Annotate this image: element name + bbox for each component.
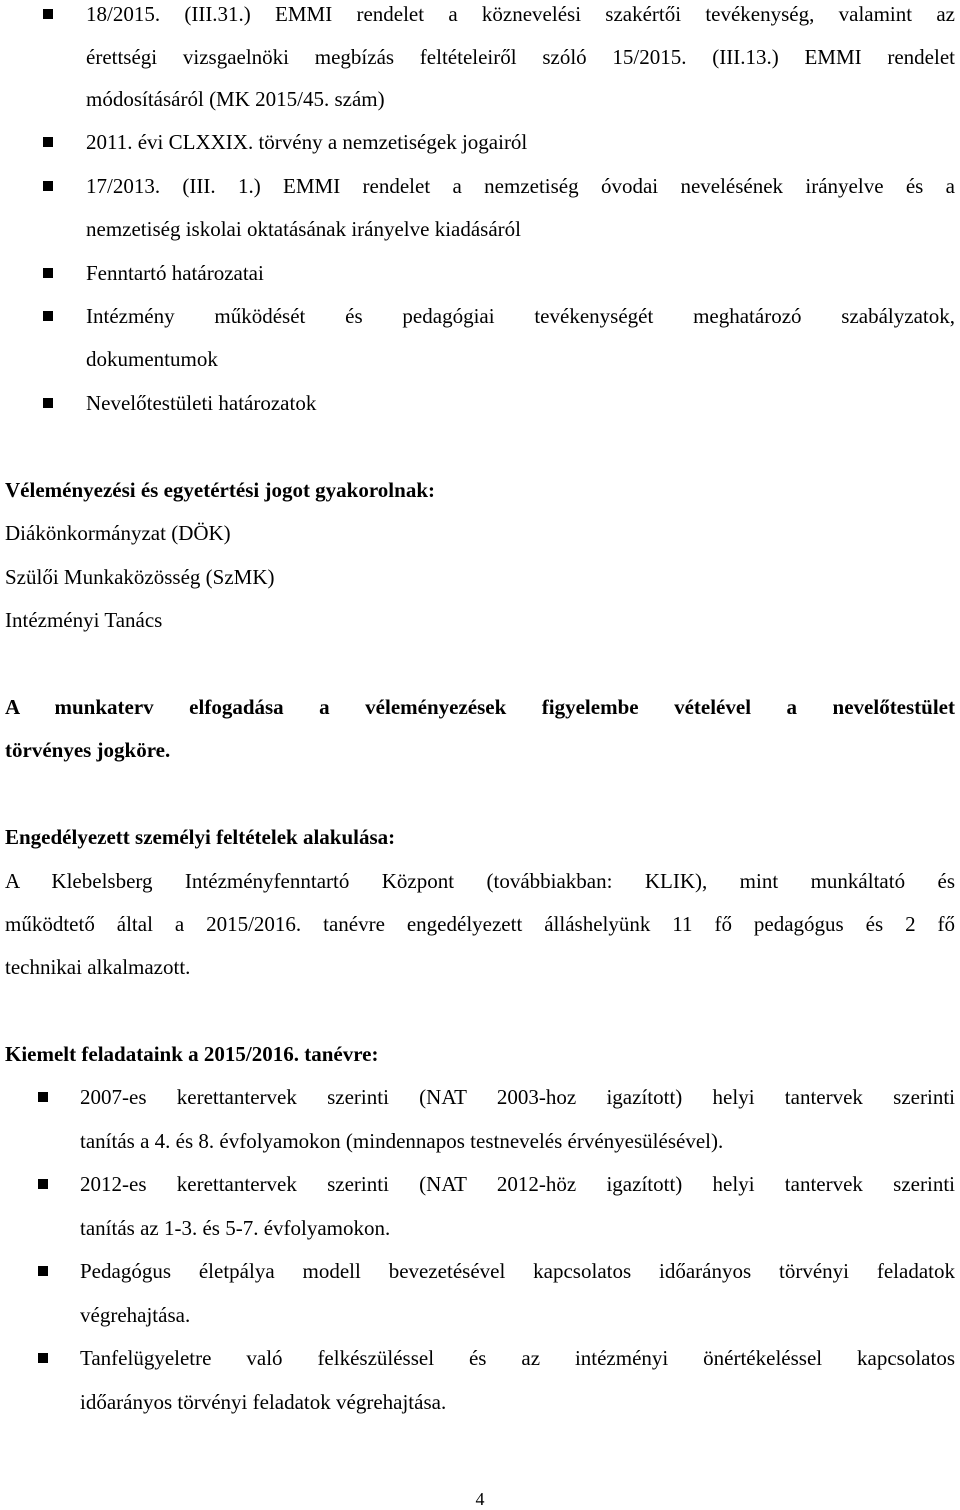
task-item-line: végrehajtása. <box>80 1303 191 1327</box>
square-bullet-icon <box>43 181 53 191</box>
opinion-body-item: Szülői Munkaközösség (SzMK) <box>5 565 275 589</box>
square-bullet-icon <box>38 1266 48 1276</box>
square-bullet-icon <box>38 1179 48 1189</box>
list-item-line: módosításáról (MK 2015/45. szám) <box>86 87 385 111</box>
list-item-line: nemzetiség iskolai oktatásának irányelve kiadásáról <box>86 217 522 241</box>
list-item-line: 18/2015. (III.31.) EMMI rendelet a köznevelési szakértői tevékenység, valamint az <box>86 2 955 26</box>
paragraph-line: technikai alkalmazott. <box>5 955 191 979</box>
list-item-line: 17/2013. (III. 1.) EMMI rendelet a nemzetiség óvodai nevelésének irányelve és a <box>86 174 955 198</box>
statement-line: A munkaterv elfogadása a véleményezések figyelembe vételével a nevelőtestület <box>5 695 955 719</box>
list-item-line: érettségi vizsgaelnöki megbízás feltételeiről szóló 15/2015. (III.13.) EMMI rendelet <box>86 45 955 69</box>
section-heading: Véleményezési és egyetértési jogot gyakorolnak: <box>5 478 435 502</box>
page-number: 4 <box>475 1489 485 1509</box>
statement-line: törvényes jogköre. <box>5 738 171 762</box>
task-item-line: Pedagógus életpálya modell bevezetésével kapcsolatos időarányos törvényi feladatok <box>80 1259 955 1283</box>
section-heading: Kiemelt feladataink a 2015/2016. tanévre: <box>5 1042 379 1066</box>
task-item-line: tanítás a 4. és 8. évfolyamokon (mindennapos testnevelés érvényesülésével). <box>80 1129 724 1153</box>
list-item-line: Fenntartó határozatai <box>86 261 264 285</box>
list-item-line: Nevelőtestületi határozatok <box>86 391 317 415</box>
square-bullet-icon <box>38 1092 48 1102</box>
square-bullet-icon <box>38 1353 48 1363</box>
task-item-line: Tanfelügyeletre való felkészüléssel és az intézményi önértékeléssel kapcsolatos <box>80 1346 955 1370</box>
paragraph-line: A Klebelsberg Intézményfenntartó Központ (továbbiakban: KLIK), mint munkáltató és <box>5 869 955 893</box>
section-heading: Engedélyezett személyi feltételek alakulása: <box>5 825 396 849</box>
square-bullet-icon <box>43 137 53 147</box>
task-item-line: 2007-es kerettantervek szerinti (NAT 2003-hoz igazított) helyi tantervek szerinti <box>80 1085 955 1109</box>
square-bullet-icon <box>43 9 53 19</box>
list-item-line: 2011. évi CLXXIX. törvény a nemzetiségek jogairól <box>86 130 528 154</box>
square-bullet-icon <box>43 398 53 408</box>
task-item-line: tanítás az 1-3. és 5-7. évfolyamokon. <box>80 1216 391 1240</box>
square-bullet-icon <box>43 311 53 321</box>
task-item-line: 2012-es kerettantervek szerinti (NAT 2012-höz igazított) helyi tantervek szerinti <box>80 1172 955 1196</box>
list-item-line: dokumentumok <box>86 347 218 371</box>
opinion-body-item: Diákönkormányzat (DÖK) <box>5 521 231 545</box>
paragraph-line: működtető által a 2015/2016. tanévre engedélyezett álláshelyünk 11 fő pedagógus és 2 fő <box>5 912 955 936</box>
list-item-line: Intézmény működését és pedagógiai tevékenységét meghatározó szabályzatok, <box>86 304 955 328</box>
task-item-line: időarányos törvényi feladatok végrehajtása. <box>80 1390 447 1414</box>
square-bullet-icon <box>43 268 53 278</box>
opinion-body-item: Intézményi Tanács <box>5 608 163 632</box>
